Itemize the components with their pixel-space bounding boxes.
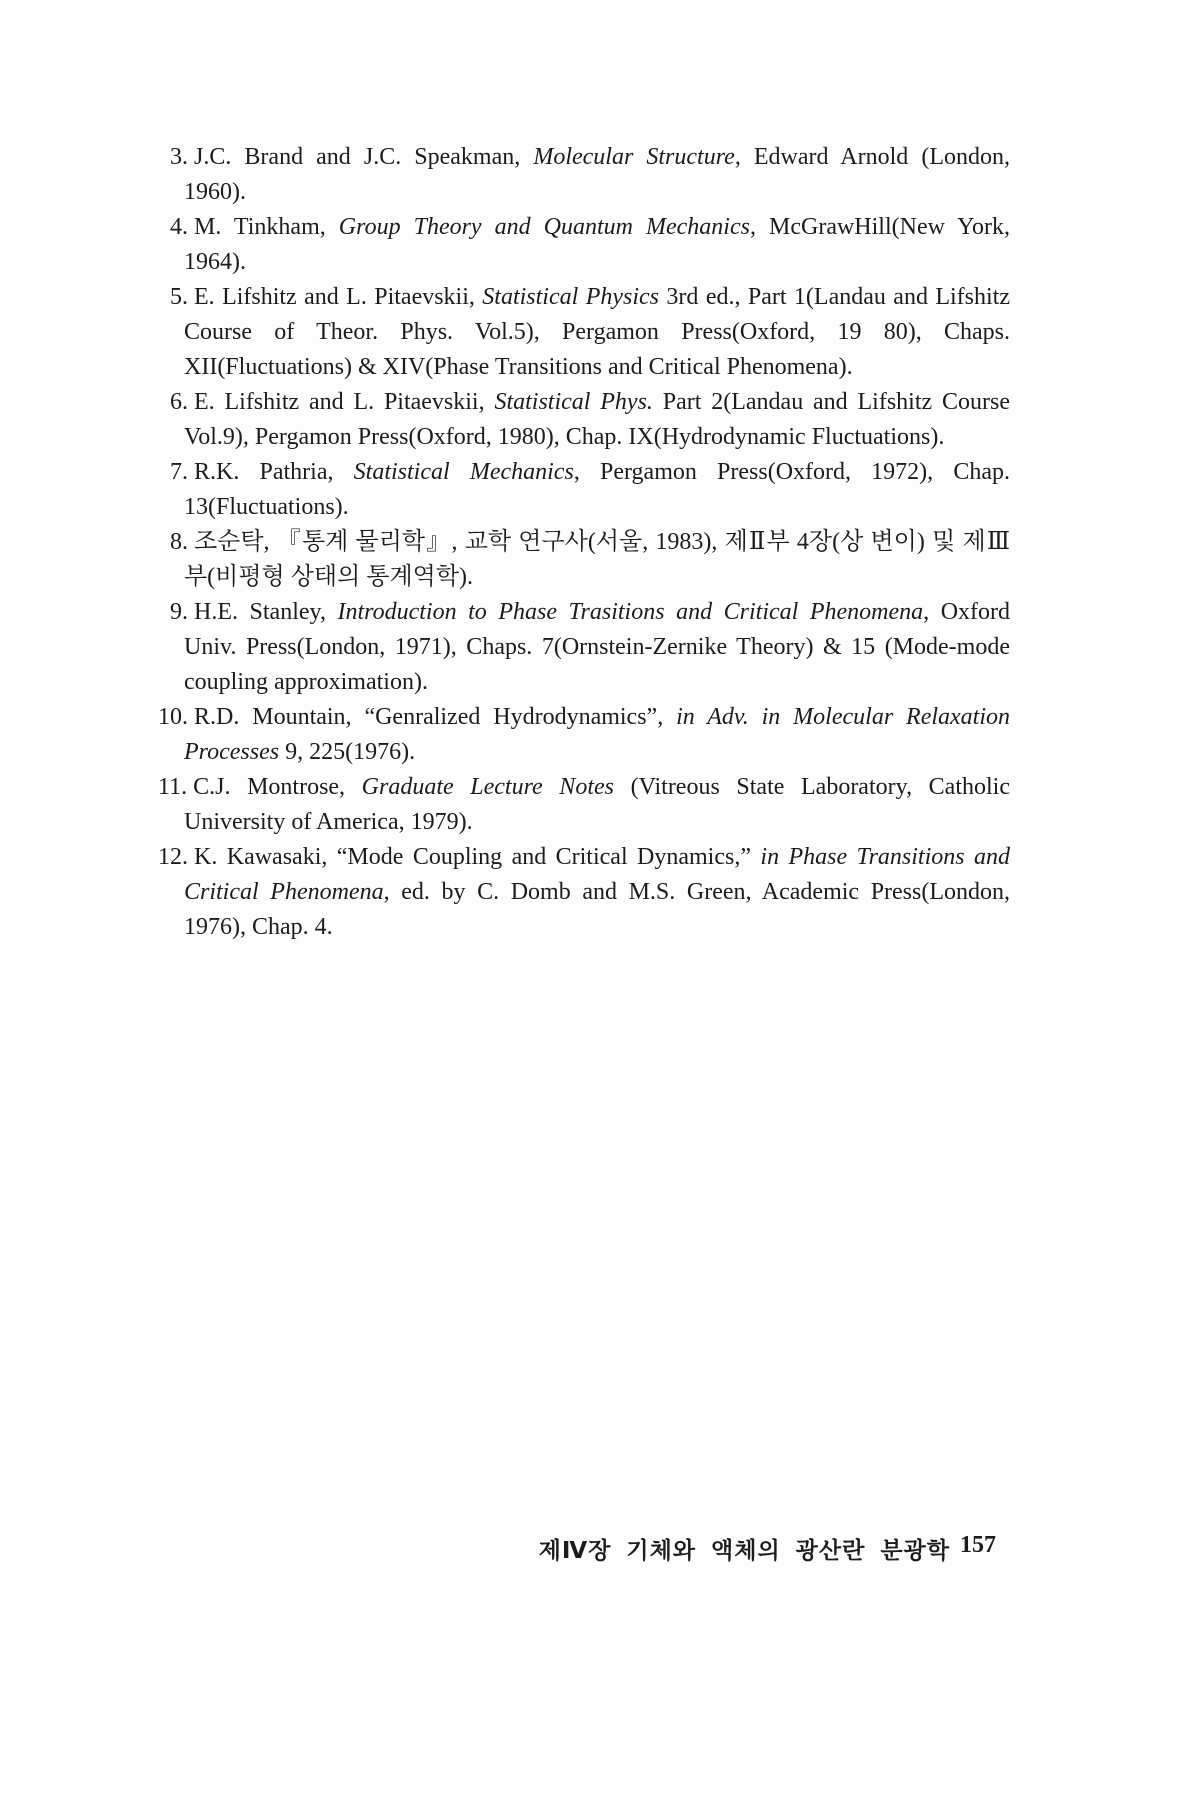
reference-item: [158, 700, 1011, 770]
reference-text: , Edward Arnold (London, 1960).: [184, 144, 1010, 205]
reference-text: (Vitreous State Laboratory, Catholic University of America, 1979).: [184, 774, 1010, 835]
reference-item: [170, 385, 1010, 455]
reference-number: 5.: [170, 284, 188, 310]
reference-number: 3.: [170, 144, 188, 170]
reference-number: 8.: [170, 529, 188, 555]
reference-title: Graduate Lecture Notes: [361, 774, 614, 800]
reference-text: , McGrawHill(New York, 1964).: [184, 214, 1011, 275]
reference-item: [158, 770, 1010, 840]
reference-title: Statistical Phys.: [494, 389, 653, 415]
reference-number: 9.: [170, 599, 188, 625]
reference-text: , Oxford Univ. Press(London, 1971), Chaps. 7(Ornstein-Zernike Theory) & 15 (Mode-mode coupling approximation).: [184, 599, 1011, 695]
reference-title: Introduction to Phase Trasitions and Critical Phenomena: [337, 599, 924, 625]
reference-item: [170, 455, 1010, 525]
reference-text: 3rd ed., Part 1(Landau and Lifshitz Course of Theor. Phys. Vol.5), Pergamon Press(Oxford, 19 80), Chaps. XII(Fluctuations) & XIV(Phase Transitions and Critical Phenomena).: [184, 284, 1010, 380]
reference-number: 6.: [170, 389, 188, 415]
running-title: 제Ⅳ장 기체와 액체의 광산란 분광학: [538, 1538, 950, 1564]
reference-text: J.C. Brand and J.C. Speakman,: [194, 144, 534, 170]
reference-number: 7.: [170, 459, 188, 485]
reference-number: 11.: [158, 774, 188, 800]
page-footer: [0, 1532, 1200, 1572]
reference-number: 12.: [158, 844, 188, 870]
reference-text: H.E. Stanley,: [194, 599, 338, 625]
reference-title: in Adv. in Molecular Relaxation Processes: [184, 704, 1011, 765]
reference-item: [170, 595, 1010, 700]
reference-text: R.K. Pathria,: [194, 459, 354, 485]
reference-title: Molecular Structure: [533, 144, 735, 170]
reference-item: [158, 840, 1011, 945]
reference-item: [170, 525, 1010, 595]
reference-number: 4.: [170, 214, 188, 240]
reference-text: C.J. Montrose,: [193, 774, 362, 800]
reference-text: K. Kawasaki, “Mode Coupling and Critical Dynamics,”: [194, 844, 761, 870]
reference-list: [158, 140, 1011, 945]
reference-text: E. Lifshitz and L. Pitaevskii,: [194, 389, 495, 415]
reference-item: [170, 210, 1010, 280]
reference-text: 조순탁, 『통계 물리학』, 교학 연구사(서울, 1983), 제Ⅱ부 4장(상 변이) 및 제Ⅲ부(비평형 상태의 통계역학).: [184, 529, 1010, 590]
reference-text: 9, 225(1976).: [279, 739, 416, 765]
reference-title: Group Theory and Quantum Mechanics: [338, 214, 750, 240]
reference-text: Part 2(Landau and Lifshitz Course Vol.9), Pergamon Press(Oxford, 1980), Chap. IX(Hydrodynamic Fluctuations).: [184, 389, 1010, 450]
reference-text: M. Tinkham,: [194, 214, 339, 240]
reference-title: in Phase Transitions and Critical Phenomena: [184, 844, 1010, 905]
reference-text: E. Lifshitz and L. Pitaevskii,: [194, 284, 483, 310]
reference-number: 10.: [158, 704, 188, 730]
reference-title: Statistical Physics: [482, 284, 660, 310]
reference-item: [170, 280, 1010, 385]
reference-text: , ed. by C. Domb and M.S. Green, Academic Press(London, 1976), Chap. 4.: [184, 879, 1011, 940]
page-number: 157: [960, 1532, 996, 1558]
reference-text: , Pergamon Press(Oxford, 1972), Chap. 13(Fluctuations).: [184, 459, 1011, 520]
reference-item: [170, 140, 1010, 210]
reference-title: Statistical Mechanics: [353, 459, 574, 485]
reference-text: R.D. Mountain, “Genralized Hydrodynamics”,: [194, 704, 677, 730]
